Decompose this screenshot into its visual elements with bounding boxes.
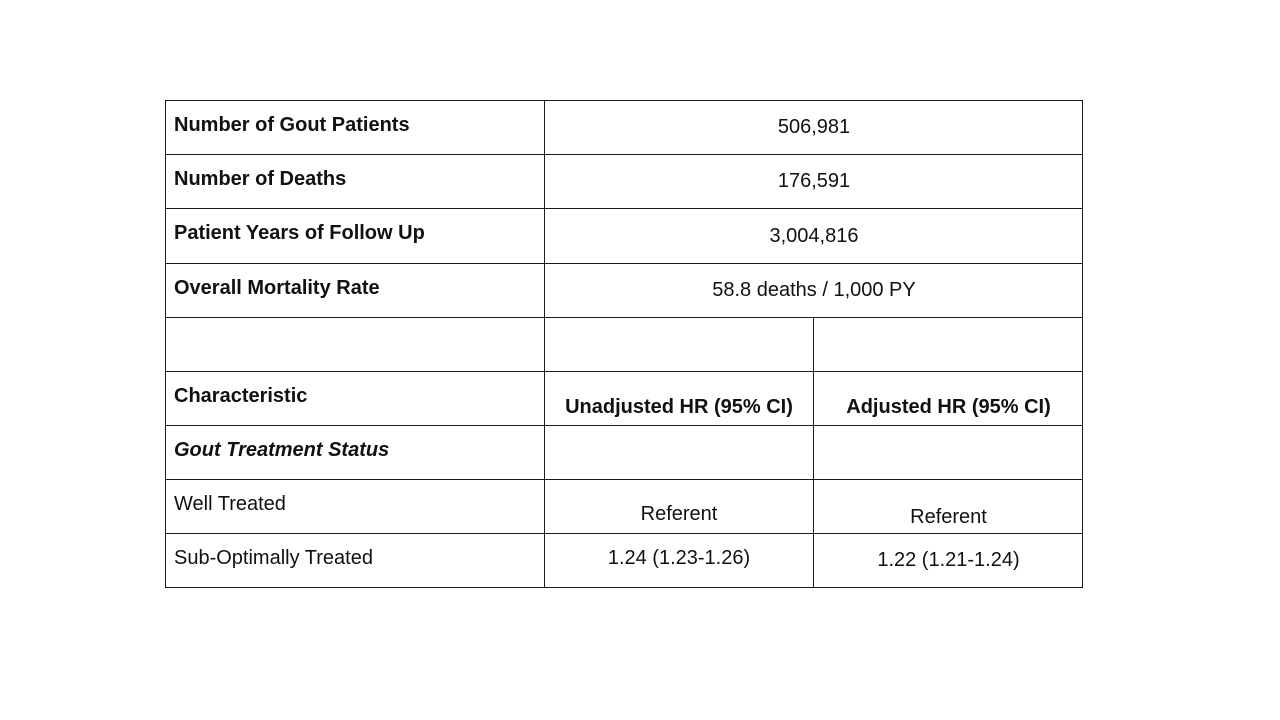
- empty-cell: [813, 317, 1083, 371]
- summary-value-patients: 506,981: [544, 100, 1083, 154]
- summary-label-mortality-rate: Overall Mortality Rate: [165, 263, 544, 317]
- row-label-sub-optimally-treated: Sub-Optimally Treated: [165, 533, 544, 588]
- table-border-bottom: [165, 587, 1083, 588]
- empty-cell: [813, 425, 1083, 479]
- summary-value-mortality-rate: 58.8 deaths / 1,000 PY: [544, 263, 1083, 317]
- row-unadjusted-well-treated: Referent: [544, 479, 813, 533]
- summary-label-deaths: Number of Deaths: [165, 154, 544, 208]
- header-unadjusted-hr: Unadjusted HR (95% CI): [544, 371, 813, 425]
- empty-cell: [165, 317, 544, 371]
- row-unadjusted-sub-optimally-treated: 1.24 (1.23-1.26): [544, 533, 813, 588]
- empty-cell: [544, 317, 813, 371]
- empty-cell: [544, 425, 813, 479]
- summary-label-patients: Number of Gout Patients: [165, 100, 544, 154]
- row-adjusted-well-treated: Referent: [813, 479, 1083, 533]
- header-characteristic: Characteristic: [165, 371, 544, 425]
- summary-value-deaths: 176,591: [544, 154, 1083, 208]
- summary-label-follow-up: Patient Years of Follow Up: [165, 208, 544, 263]
- row-adjusted-sub-optimally-treated: 1.22 (1.21-1.24): [813, 533, 1083, 588]
- summary-value-follow-up: 3,004,816: [544, 208, 1083, 263]
- table-border-right: [1082, 100, 1083, 588]
- header-adjusted-hr: Adjusted HR (95% CI): [813, 371, 1083, 425]
- gout-mortality-table: [165, 100, 1083, 588]
- row-label-well-treated: Well Treated: [165, 479, 544, 533]
- section-label-treatment-status: Gout Treatment Status: [165, 425, 544, 479]
